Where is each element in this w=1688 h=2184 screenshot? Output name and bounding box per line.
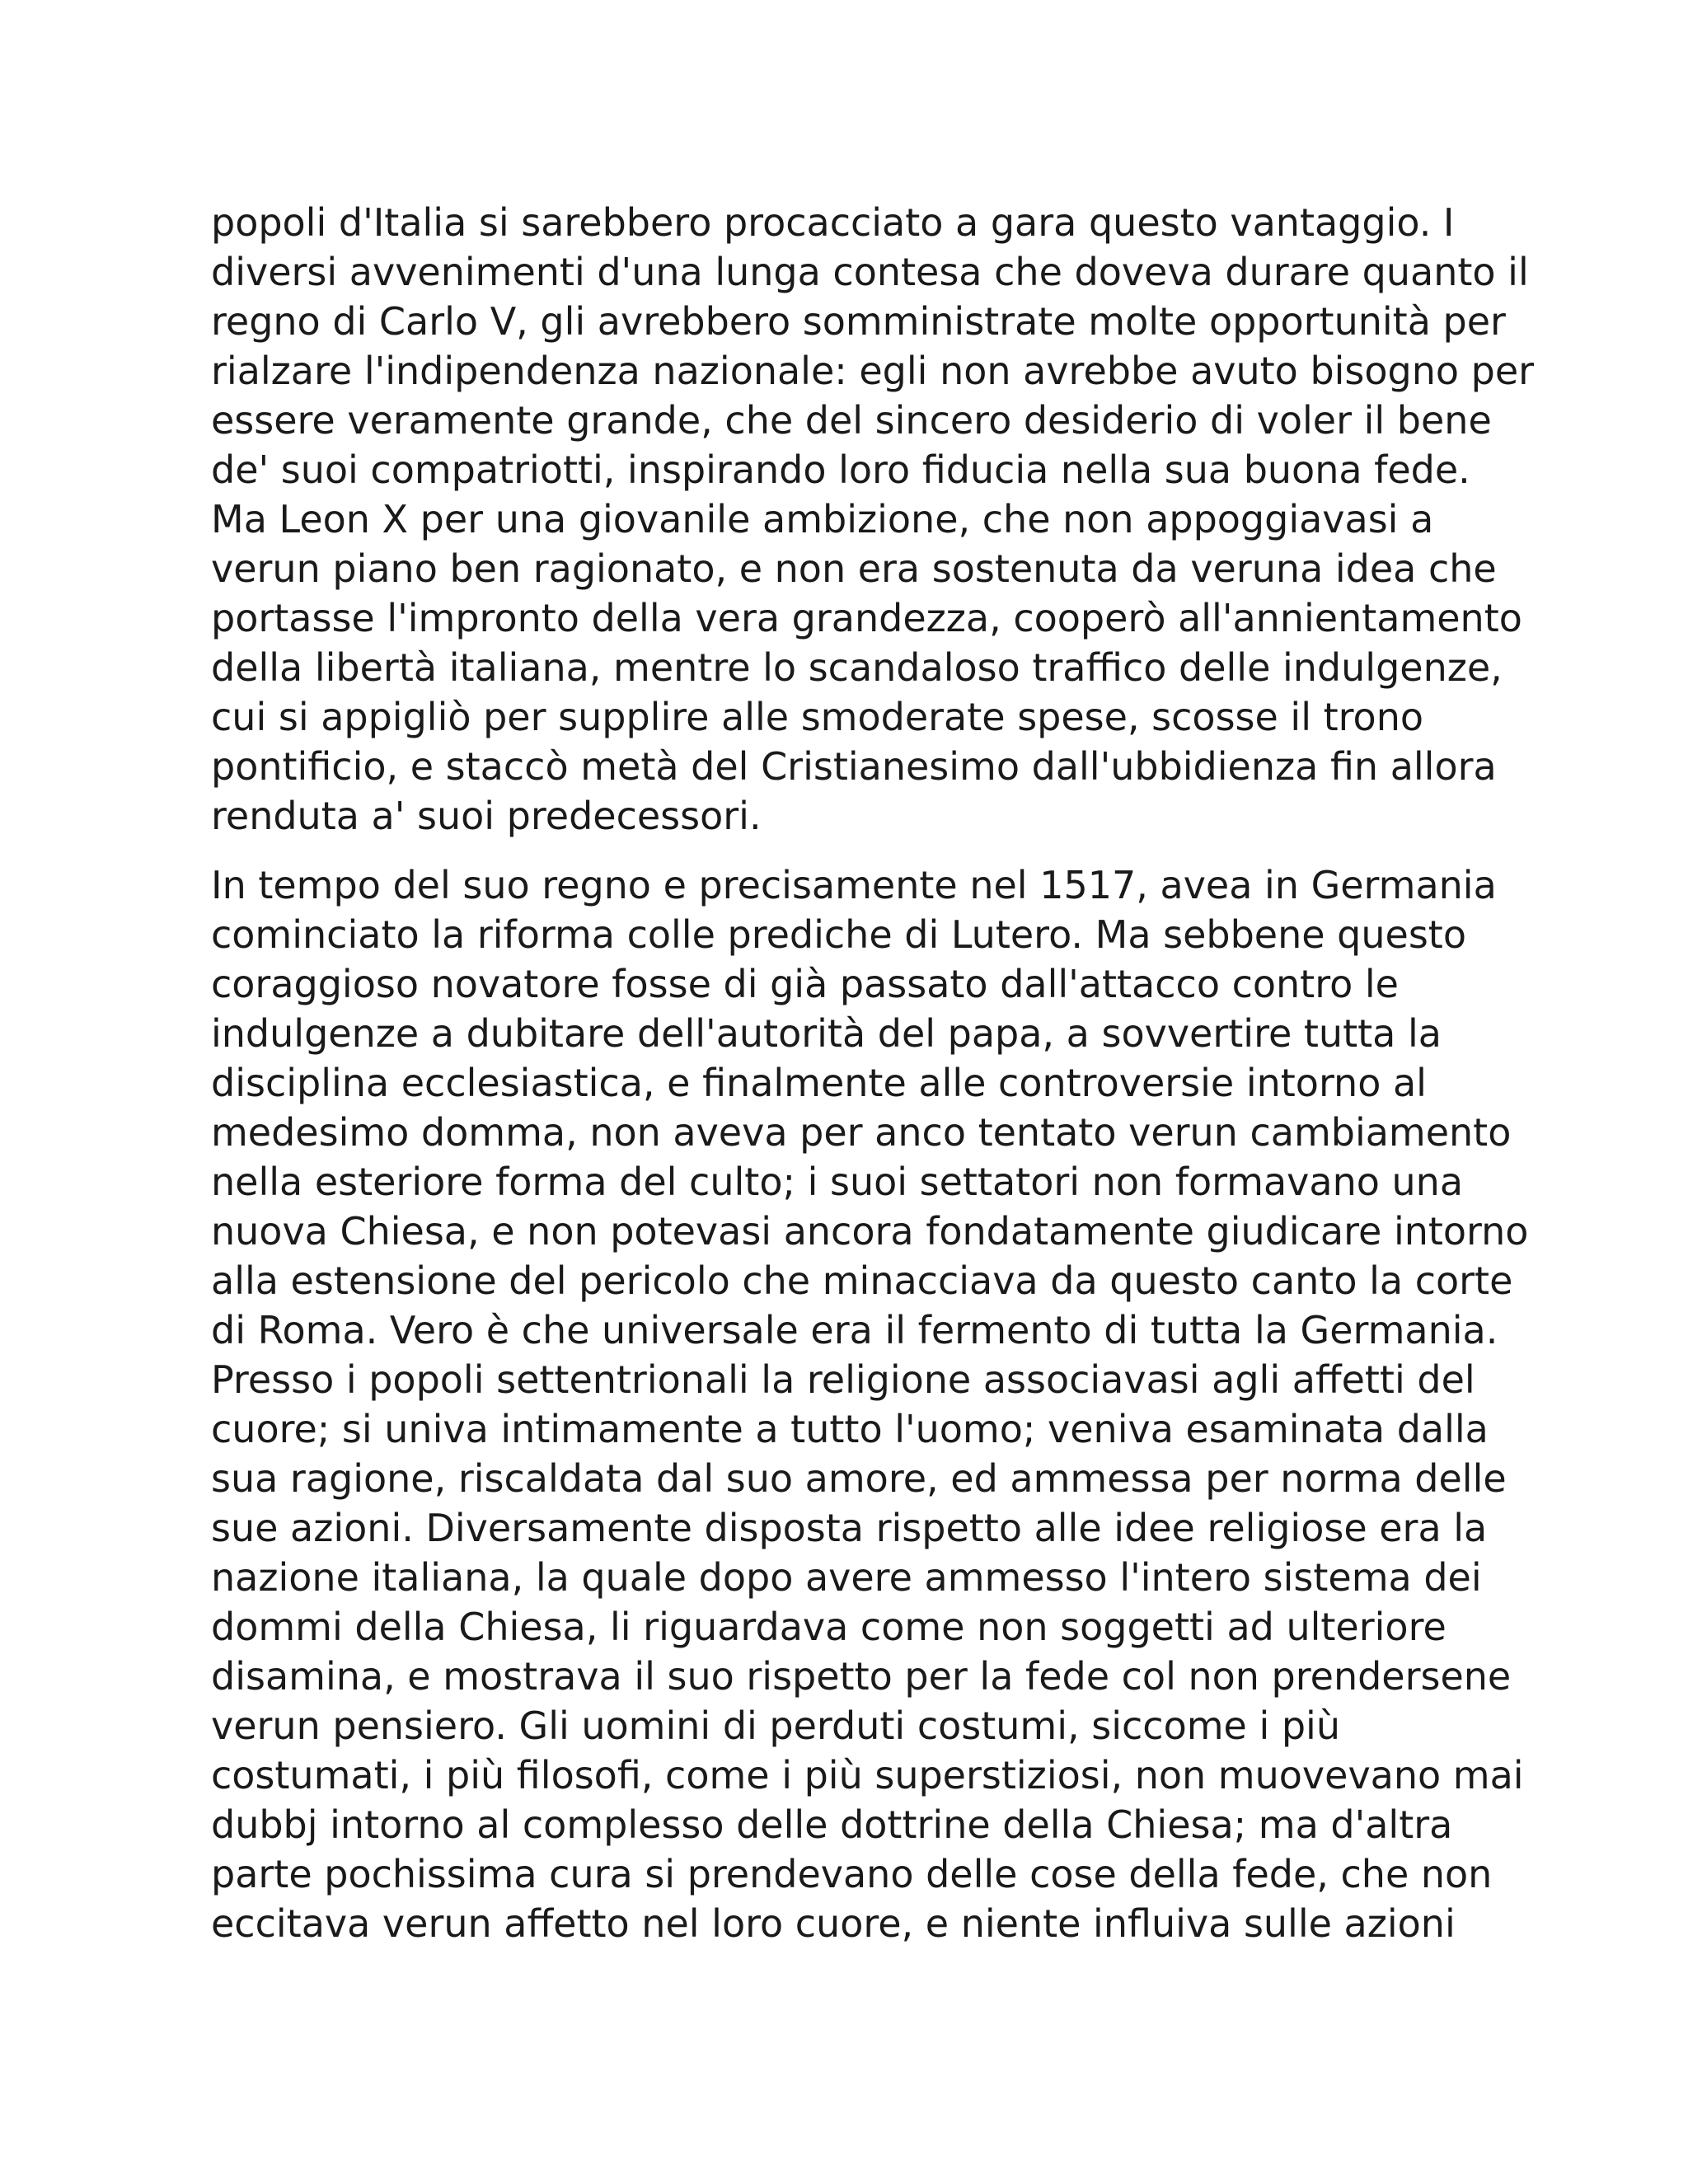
text-line: parte pochissima cura si prendevano delle cose della fede, che non [211,1852,1493,1896]
paragraph-1 [211,198,1535,841]
text-line: verun piano ben ragionato, e non era sostenuta da veruna idea che [211,546,1497,591]
text-line: sua ragione, riscaldata dal suo amore, ed ammessa per norma delle [211,1456,1507,1501]
text-line: In tempo del suo regno e precisamente nel 1517, avea in Germania [211,863,1497,907]
text-line: de' suoi compatriotti, inspirando loro fiducia nella sua buona fede. [211,448,1470,492]
text-line: coraggioso novatore fosse di già passato dall'attacco contro le [211,962,1399,1006]
text-line: dommi della Chiesa, li riguardava come non soggetti ad ulteriore [211,1605,1447,1649]
text-line: cui si appigliò per supplire alle smoderate spese, scosse il trono [211,695,1423,739]
text-line: alla estensione del pericolo che minacciava da questo canto la corte [211,1258,1513,1303]
text-line: di Roma. Vero è che universale era il fermento di tutta la Germania. [211,1308,1498,1352]
text-line: rialzare l'indipendenza nazionale: egli non avrebbe avuto bisogno per [211,349,1535,393]
text-line: nazione italiana, la quale dopo avere ammesso l'intero sistema dei [211,1555,1482,1600]
text-line: Ma Leon X per una giovanile ambizione, che non appoggiavasi a [211,497,1434,541]
text-line: cominciato la riforma colle prediche di Lutero. Ma sebbene questo [211,912,1466,957]
text-line: renduta a' suoi predecessori. [211,794,762,838]
text-line: sue azioni. Diversamente disposta rispetto alle idee religiose era la [211,1506,1488,1550]
text-line: verun pensiero. Gli uomini di perduti costumi, siccome i più [211,1704,1340,1748]
text-line: regno di Carlo V, gli avrebbero somministrate molte opportunità per [211,299,1506,344]
text-line: popoli d'Italia si sarebbero procacciato a gara questo vantaggio. I [211,200,1455,245]
text-line: disamina, e mostrava il suo rispetto per la fede col non prendersene [211,1654,1512,1699]
body-text [211,198,1535,1948]
text-line: della libertà italiana, mentre lo scandaloso traffico delle indulgenze, [211,645,1503,690]
text-line: disciplina ecclesiastica, e finalmente alle controversie intorno al [211,1061,1427,1105]
text-line: indulgenze a dubitare dell'autorità del papa, a sovvertire tutta la [211,1011,1442,1056]
text-line: nella esteriore forma del culto; i suoi settatori non formavano una [211,1160,1464,1204]
text-line: costumati, i più filosofi, come i più superstiziosi, non muovevano mai [211,1753,1524,1797]
text-line: nuova Chiesa, e non potevasi ancora fondatamente giudicare intorno [211,1209,1529,1254]
text-line: eccitava verun affetto nel loro cuore, e niente influiva sulle azioni [211,1901,1456,1946]
text-line: pontificio, e staccò metà del Cristianesimo dall'ubbidienza fin allora [211,744,1497,789]
text-line: portasse l'impronto della vera grandezza, cooperò all'annientamento [211,596,1522,640]
text-line: medesimo domma, non aveva per anco tentato verun cambiamento [211,1110,1512,1155]
text-line: cuore; si univa intimamente a tutto l'uomo; veniva esaminata dalla [211,1407,1489,1451]
text-line: essere veramente grande, che del sincero desiderio di voler il bene [211,398,1492,443]
text-line: diversi avvenimenti d'una lunga contesa che doveva durare quanto il [211,250,1529,294]
paragraph-2 [211,860,1529,1948]
text-line: Presso i popoli settentrionali la religione associavasi agli affetti del [211,1357,1475,1402]
text-line: dubbj intorno al complesso delle dottrine della Chiesa; ma d'altra [211,1802,1453,1847]
